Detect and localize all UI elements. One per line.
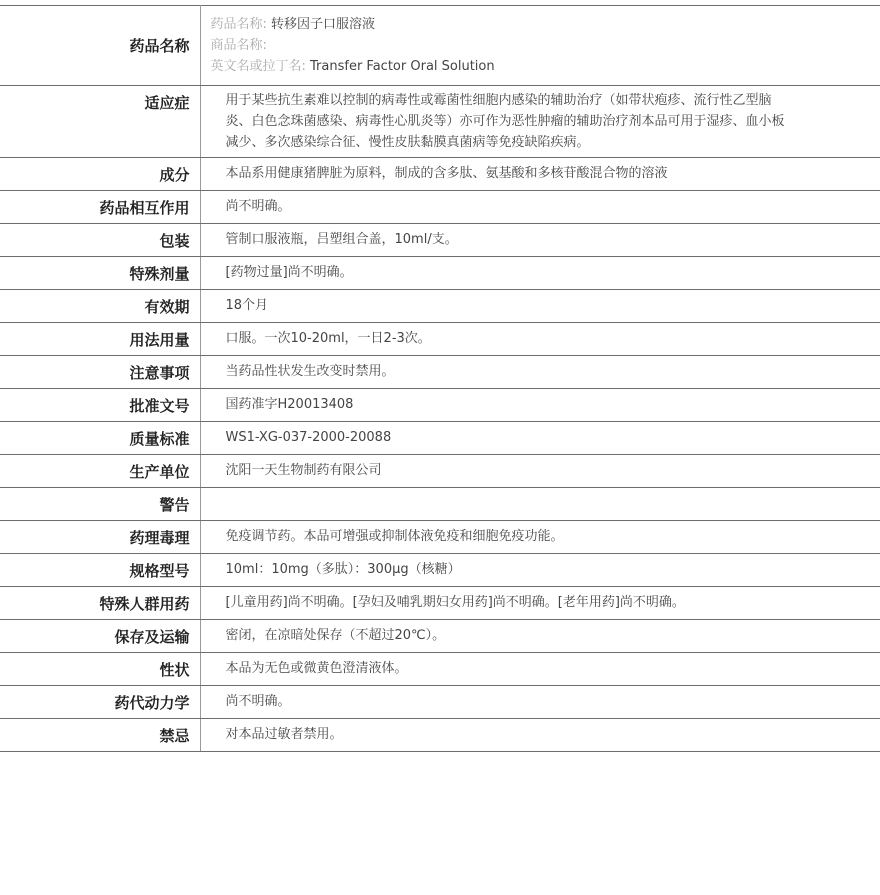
row-label: 适应症 xyxy=(0,86,200,158)
table-row xyxy=(0,356,880,389)
table-row xyxy=(0,653,880,686)
row-label: 特殊剂量 xyxy=(0,257,200,290)
row-value: 18个月 xyxy=(200,290,880,323)
row-label: 规格型号 xyxy=(0,554,200,587)
row-label: 保存及运输 xyxy=(0,620,200,653)
generic-name-value: 转移因子口服溶液 xyxy=(271,17,375,32)
english-name-key: 英文名或拉丁名: xyxy=(211,59,306,74)
row-label: 药品名称 xyxy=(0,6,200,86)
table-row xyxy=(0,488,880,521)
row-label: 药品相互作用 xyxy=(0,191,200,224)
row-value: 尚不明确。 xyxy=(200,191,880,224)
row-label: 有效期 xyxy=(0,290,200,323)
table-row xyxy=(0,389,880,422)
row-value xyxy=(200,488,880,521)
row-value: 当药品性状发生改变时禁用。 xyxy=(200,356,880,389)
trade-name-key: 商品名称: xyxy=(211,38,267,53)
row-label: 成分 xyxy=(0,158,200,191)
row-value: WS1-XG-037-2000-20088 xyxy=(200,422,880,455)
row-value: 免疫调节药。本品可增强或抑制体液免疫和细胞免疫功能。 xyxy=(200,521,880,554)
english-name-line xyxy=(211,56,880,77)
table-row xyxy=(0,158,880,191)
row-label: 质量标准 xyxy=(0,422,200,455)
table-row xyxy=(0,587,880,620)
table-row xyxy=(0,620,880,653)
row-value: 密闭，在凉暗处保存（不超过20℃）。 xyxy=(200,620,880,653)
row-value: 10ml：10mg（多肽）：300μg（核糖） xyxy=(200,554,880,587)
table-row xyxy=(0,686,880,719)
row-label: 禁忌 xyxy=(0,719,200,752)
table-row-drug-name xyxy=(0,6,880,86)
row-value: [儿童用药]尚不明确。[孕妇及哺乳期妇女用药]尚不明确。[老年用药]尚不明确。 xyxy=(200,587,880,620)
drug-info-table xyxy=(0,5,880,752)
row-label: 用法用量 xyxy=(0,323,200,356)
table-row xyxy=(0,290,880,323)
english-name-value: Transfer Factor Oral Solution xyxy=(310,59,495,74)
row-label: 批准文号 xyxy=(0,389,200,422)
row-value: 本品系用健康猪脾脏为原料，制成的含多肽、氨基酸和多核苷酸混合物的溶液 xyxy=(200,158,880,191)
table-row xyxy=(0,455,880,488)
row-value: 沈阳一天生物制药有限公司 xyxy=(200,455,880,488)
table-row xyxy=(0,422,880,455)
row-label: 包装 xyxy=(0,224,200,257)
row-label: 药理毒理 xyxy=(0,521,200,554)
row-value: 国药准字H20013408 xyxy=(200,389,880,422)
row-value: 对本品过敏者禁用。 xyxy=(200,719,880,752)
table-row xyxy=(0,554,880,587)
table-row xyxy=(0,719,880,752)
row-value: 口服。一次10-20ml，一日2-3次。 xyxy=(200,323,880,356)
table-row xyxy=(0,323,880,356)
generic-name-key: 药品名称: xyxy=(211,17,267,32)
drug-name-cell xyxy=(200,6,880,86)
table-row xyxy=(0,257,880,290)
table-row xyxy=(0,521,880,554)
row-label: 注意事项 xyxy=(0,356,200,389)
row-label: 生产单位 xyxy=(0,455,200,488)
row-value: 管制口服液瓶，吕塑组合盖，10ml/支。 xyxy=(200,224,880,257)
trade-name-line xyxy=(211,35,880,56)
row-value: 本品为无色或微黄色澄清液体。 xyxy=(200,653,880,686)
table-row xyxy=(0,191,880,224)
row-value: [药物过量]尚不明确。 xyxy=(200,257,880,290)
row-label: 警告 xyxy=(0,488,200,521)
table-row-indications xyxy=(0,86,880,158)
row-label: 特殊人群用药 xyxy=(0,587,200,620)
row-label: 性状 xyxy=(0,653,200,686)
row-label: 药代动力学 xyxy=(0,686,200,719)
table-row xyxy=(0,224,880,257)
row-value: 尚不明确。 xyxy=(200,686,880,719)
row-value: 用于某些抗生素难以控制的病毒性或霉菌性细胞内感染的辅助治疗（如带状疱疹、流行性乙型脑炎、白色念珠菌感染、病毒性心肌炎等）亦可作为恶性肿瘤的辅助治疗剂本品可用于湿疹、血小板减少、多次感染综合征、慢性皮肤黏膜真菌病等免疫缺陷疾病。 xyxy=(200,86,880,158)
generic-name-line xyxy=(211,14,880,35)
